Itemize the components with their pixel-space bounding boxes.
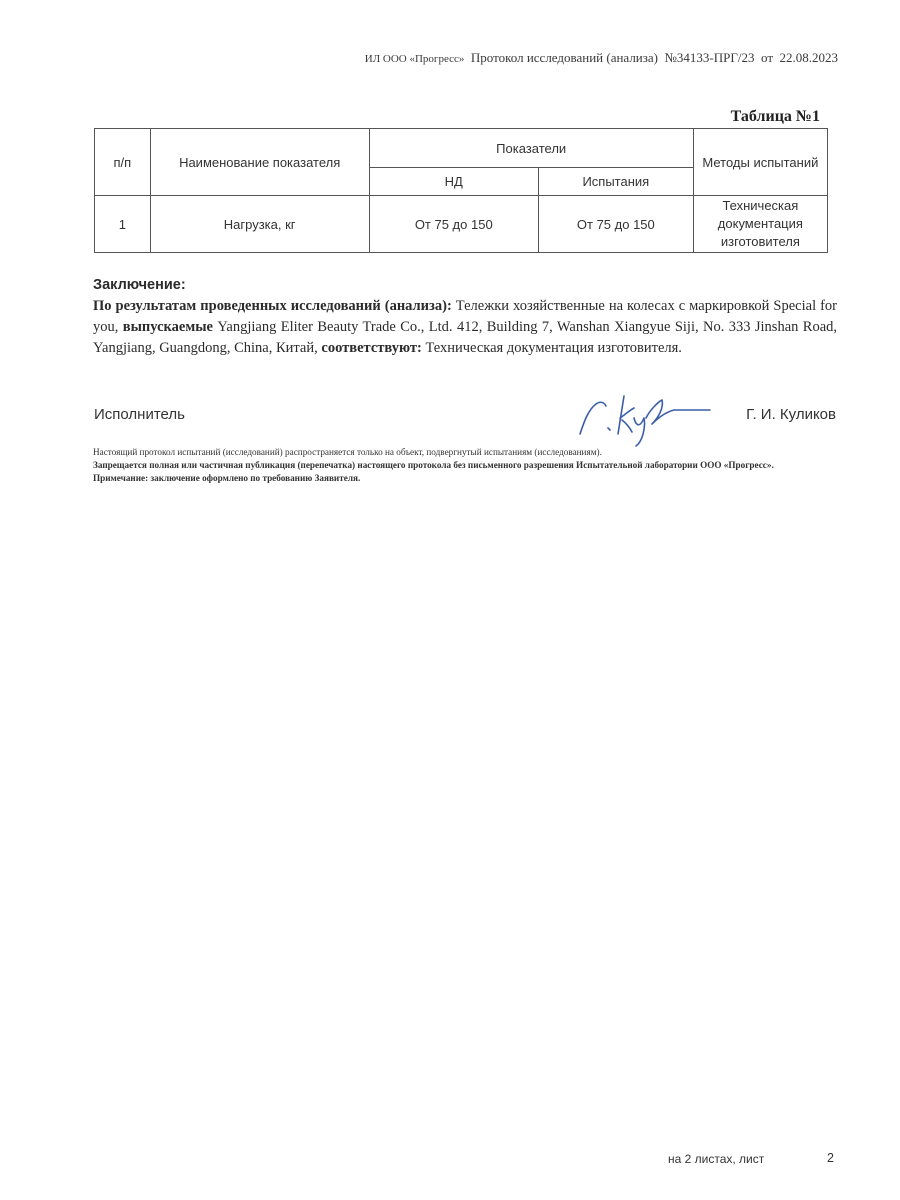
table-header-row xyxy=(95,129,828,168)
header-name: Наименование показателя xyxy=(150,129,369,196)
header-nd: НД xyxy=(369,168,538,196)
conclusion-manufacturer: Yangjiang Eliter Beauty Trade Co., Ltd. 412, Building 7, Wanshan Xiangyue Siji, No. 333 Jinshan Road, Yangjiang, Guangdong, China, Китай, xyxy=(93,319,838,356)
note-scope: Настоящий протокол испытаний (исследований) распространяется только на объект, подвергнутый испытаниям (исследованиям). xyxy=(93,447,602,457)
conclusion-body xyxy=(93,296,837,359)
conclusion-complies-label: соответствуют: xyxy=(321,340,422,356)
conclusion-product: Тележки хозяйственные на колесах с маркировкой Special for you, xyxy=(93,298,838,335)
row-num: 1 xyxy=(95,196,151,253)
protocol-header xyxy=(365,50,838,66)
header-date: 22.08.2023 xyxy=(779,50,838,65)
row-method: Техническая документация изготовителя xyxy=(693,196,827,253)
footer-sheets: на 2 листах, лист xyxy=(668,1152,765,1166)
handwritten-signature xyxy=(574,388,714,448)
conclusion-lead: По результатам проведенных исследований (анализа): xyxy=(93,298,452,314)
header-number: №34133-ПРГ/23 xyxy=(664,50,755,65)
note-remark: Примечание: заключение оформлено по требованию Заявителя. xyxy=(93,473,361,483)
table-caption: Таблица №1 xyxy=(730,108,820,125)
protocol-notes xyxy=(93,446,833,485)
header-num: п/п xyxy=(95,129,151,196)
row-name: Нагрузка, кг xyxy=(150,196,369,253)
note-prohibition: Запрещается полная или частичная публикация (перепечатка) настоящего протокола без письменного разрешения Испытательной лаборатории ООО «Прогресс». xyxy=(93,460,774,470)
header-date-prefix: от xyxy=(760,50,773,65)
results-table xyxy=(94,128,828,253)
signer-name: Г. И. Куликов xyxy=(746,406,836,423)
row-test: От 75 до 150 xyxy=(538,196,693,253)
header-tests: Испытания xyxy=(538,168,693,196)
conclusion-produced-label: выпускаемые xyxy=(122,319,213,335)
conclusion-standard: Техническая документация изготовителя. xyxy=(425,340,682,356)
header-org: ИЛ ООО «Прогресс» xyxy=(364,53,465,65)
header-methods: Методы испытаний xyxy=(693,129,827,196)
conclusion-section xyxy=(93,275,837,359)
executor-label: Исполнитель xyxy=(94,406,185,423)
table-row xyxy=(95,196,828,253)
conclusion-title: Заключение: xyxy=(93,277,186,293)
row-nd: От 75 до 150 xyxy=(369,196,538,253)
header-protocol-text: Протокол исследований (анализа) xyxy=(470,50,658,65)
header-indicators: Показатели xyxy=(369,129,693,168)
footer-page-number: 2 xyxy=(827,1151,834,1165)
